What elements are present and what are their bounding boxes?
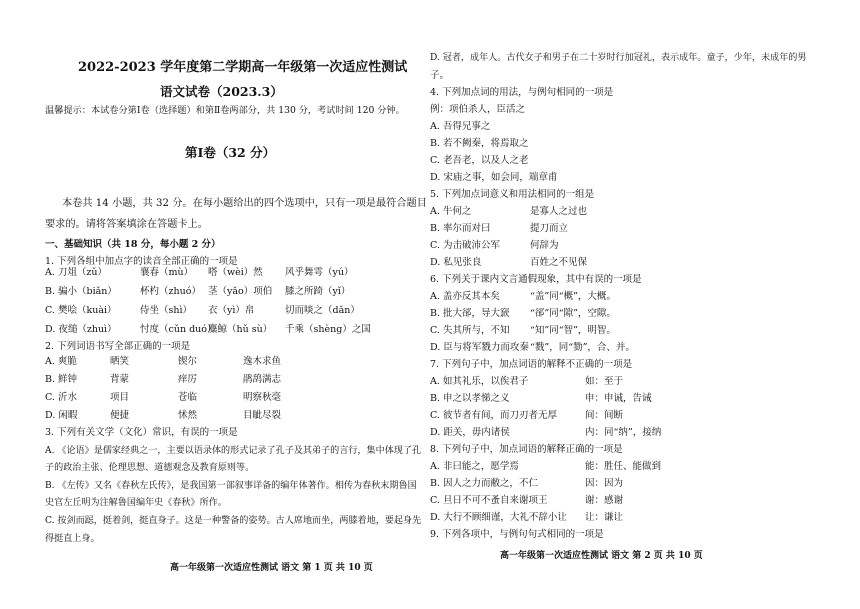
q4-option-a: A. 吾得兄事之	[430, 121, 491, 132]
q2-c-2: 项目	[110, 392, 130, 403]
q6-c-1: C. 失其所与，不知	[430, 325, 510, 336]
q1-stem: 1. 下列各组中加点字的读音全部正确的一项是	[45, 256, 238, 267]
q5-c-1: C. 为击破沛公军	[430, 240, 500, 251]
q1-a-1: A. 刀俎（zǔ）	[45, 267, 108, 278]
q7-c-1: C. 彼节者有间，而刀刃者无厚	[430, 410, 557, 421]
q2-b-3: 痒厉	[178, 374, 198, 385]
q4-option-d: D. 宋庙之事，如会同，端章甫	[430, 172, 558, 183]
intro-line-1: 本卷共 14 小题，共 32 分。在每小题给出的四个选项中，只有一项是最符合题目	[62, 198, 427, 209]
q7-stem: 7. 下列句子中，加点词语的解释不正确的一项是	[430, 359, 633, 370]
q6-a-1: A. 盖亦反其本矣	[430, 291, 500, 302]
q7-a-2: 如：至于	[585, 376, 624, 387]
q3-c-line-2: 得挺直上身。	[45, 534, 100, 544]
q3-b-line-2: 史官左丘明为注解鲁国编年史《春秋》所作。	[45, 498, 227, 508]
q5-d-2: 百姓之不见保	[530, 257, 588, 268]
q6-d-2: “戮”，同“勠”，合、并。	[530, 342, 635, 353]
q2-b-1: B. 鲜钟	[45, 374, 78, 385]
q8-d-1: D. 大行不顾细谨，大礼不辞小让	[430, 512, 567, 523]
page-2-footer: 高一年级第一次适应性测试 语文 第 2 页 共 10 页	[500, 551, 703, 561]
q1-c-2: 侍坐（shì）	[140, 305, 193, 316]
q2-d-1: D. 闲暇	[45, 410, 78, 421]
q1-b-4: 膝之所踦（yǐ）	[285, 286, 351, 297]
q4-option-b: B. 若不阙秦，将焉取之	[430, 138, 529, 149]
q3-a-line-2: 子的政治主张、伦理思想、道德观念及教育原则等。	[45, 463, 255, 473]
q6-c-2: “知”同“智”，明智。	[530, 325, 616, 336]
q8-b-2: 因：因为	[585, 478, 624, 489]
q3-d-line-1: D. 冠者，成年人。古代女子和男子在二十岁时行加冠礼，表示成年。童子，少年，未成年的男	[430, 53, 807, 63]
q5-c-2: 何辞为	[530, 240, 559, 251]
q1-d-3: 麋鲸（hǔ sù）	[208, 324, 273, 335]
q2-a-2: 晒笑	[110, 356, 130, 367]
q1-a-4: 风乎舞雩（yú）	[285, 267, 354, 278]
q7-d-1: D. 距关，毋内诸侯	[430, 427, 510, 438]
q7-d-2: 内：同“纳”，接纳	[585, 427, 662, 438]
q8-d-2: 让：谦让	[585, 512, 624, 523]
q2-d-4: 目眦尽裂	[243, 410, 282, 421]
exam-page-2	[430, 0, 860, 609]
q8-c-1: C. 旦日不可不蚤自来谢项王	[430, 495, 548, 506]
q5-a-2: 是寡人之过也	[530, 206, 588, 217]
q3-stem: 3. 下列有关文学（文化）常识，有误的一项是	[45, 427, 238, 438]
q5-a-1: A. 牛何之	[430, 206, 472, 217]
q5-d-1: D. 私见张良	[430, 257, 482, 268]
q4-example: 例：项伯杀人，臣活之	[430, 104, 526, 115]
q5-stem: 5. 下列加点词意义和用法相同的一组是	[430, 189, 595, 200]
exam-subtitle: 语文试卷（2023.3）	[160, 84, 283, 99]
q1-b-2: 杯杓（zhuó）	[140, 286, 201, 297]
section-title: 第Ⅰ卷（32 分）	[185, 145, 276, 160]
q3-d-line-2: 子。	[430, 70, 450, 81]
q2-d-2: 便捷	[110, 410, 130, 421]
q1-b-3: 茎（yǎo）项伯	[208, 286, 273, 297]
q2-b-2: 背蒙	[110, 374, 130, 385]
q2-d-3: 怵然	[178, 410, 198, 421]
q1-b-1: B. 骗小（biǎn）	[45, 286, 117, 297]
intro-line-2: 要求的。请将答案填涂在答题卡上。	[45, 219, 208, 230]
q5-b-1: B. 率尔而对曰	[430, 223, 491, 234]
q1-c-1: C. 樊哙（kuài）	[45, 305, 117, 316]
part-1-heading: 一、基础知识（共 18 分，每小题 2 分）	[45, 239, 221, 250]
q1-d-2: 忖度（cǔn duó）	[140, 324, 217, 335]
q6-d-1: D. 臣与将军戮力而攻秦	[430, 342, 529, 353]
q1-d-4: 千乘（shèng）之国	[285, 324, 371, 335]
q4-option-c: C. 老吾老，以及人之老	[430, 155, 529, 166]
q4-stem: 4. 下列加点词的用法，与例句相同的一项是	[430, 87, 614, 98]
q7-b-1: B. 申之以孝悌之义	[430, 393, 510, 404]
q7-a-1: A. 如其礼乐，以俟君子	[430, 376, 529, 387]
q8-a-2: 能：胜任、能做到	[585, 461, 662, 472]
q2-b-4: 鹃鸹满志	[243, 374, 282, 385]
q1-d-1: D. 夜缒（zhuì）	[45, 324, 117, 335]
exam-tip: 温馨提示：本试卷分第Ⅰ卷（选择题）和第Ⅱ卷两部分，共 130 分，考试时间 120 分钟。	[45, 105, 405, 116]
q8-a-1: A. 非曰能之，愿学焉	[430, 461, 519, 472]
q2-a-1: A. 爽脆	[45, 356, 77, 367]
page-1-footer: 高一年级第一次适应性测试 语文 第 1 页 共 10 页	[170, 563, 373, 573]
q8-stem: 8. 下列句子中，加点词语的解释正确的一项是	[430, 444, 623, 455]
q7-b-2: 申：申诫，告诫	[585, 393, 652, 404]
q7-c-2: 间：间断	[585, 410, 624, 421]
q6-b-2: “郤”同“隙”，空隙。	[530, 308, 616, 319]
q6-b-1: B. 批大郤，导大窾	[430, 308, 510, 319]
q2-stem: 2. 下列词语书写全部正确的一项是	[45, 341, 191, 352]
q3-a-line-1: A. 《论语》是儒家经典之一，主要以语录体的形式记录了孔子及其弟子的言行，集中体现了孔	[45, 446, 422, 456]
q2-a-3: 锲尔	[178, 356, 198, 367]
q2-a-4: 逸木求鱼	[243, 356, 282, 367]
q1-a-2: 襄春（mù）	[140, 267, 194, 278]
q1-c-4: 切而啖之（dǎn）	[285, 305, 360, 316]
q8-b-1: B. 因人之力而敝之，不仁	[430, 478, 539, 489]
q1-a-3: 嗒（wèi）然	[208, 267, 263, 278]
q2-c-1: C. 沂水	[45, 392, 77, 403]
q3-c-line-1: C. 按剑而跽，挺着剑，挺直身子。这是一种警备的姿势。古人席地而坐，两膝着地，要起身先	[45, 516, 422, 526]
q3-b-line-1: B. 《左传》又名《春秋左氏传》，是我国第一部叙事详备的编年体著作。相传为春秋末期鲁国	[45, 481, 417, 491]
q5-b-2: 提刀而立	[530, 223, 569, 234]
q6-a-2: “盖”同“概”，大概。	[530, 291, 616, 302]
q2-c-4: 明察秋毫	[243, 392, 282, 403]
exam-title: 2022-2023 学年度第二学期高一年级第一次适应性测试	[78, 60, 408, 75]
q8-c-2: 谢：感谢	[585, 495, 624, 506]
q1-c-3: 衣（yì）帛	[208, 305, 255, 316]
q6-stem: 6. 下列关于课内文言通假现象，其中有误的一项是	[430, 274, 642, 285]
q9-stem: 9. 下列各项中，与例句句式相同的一项是	[430, 529, 604, 540]
q2-c-3: 苍临	[178, 392, 198, 403]
